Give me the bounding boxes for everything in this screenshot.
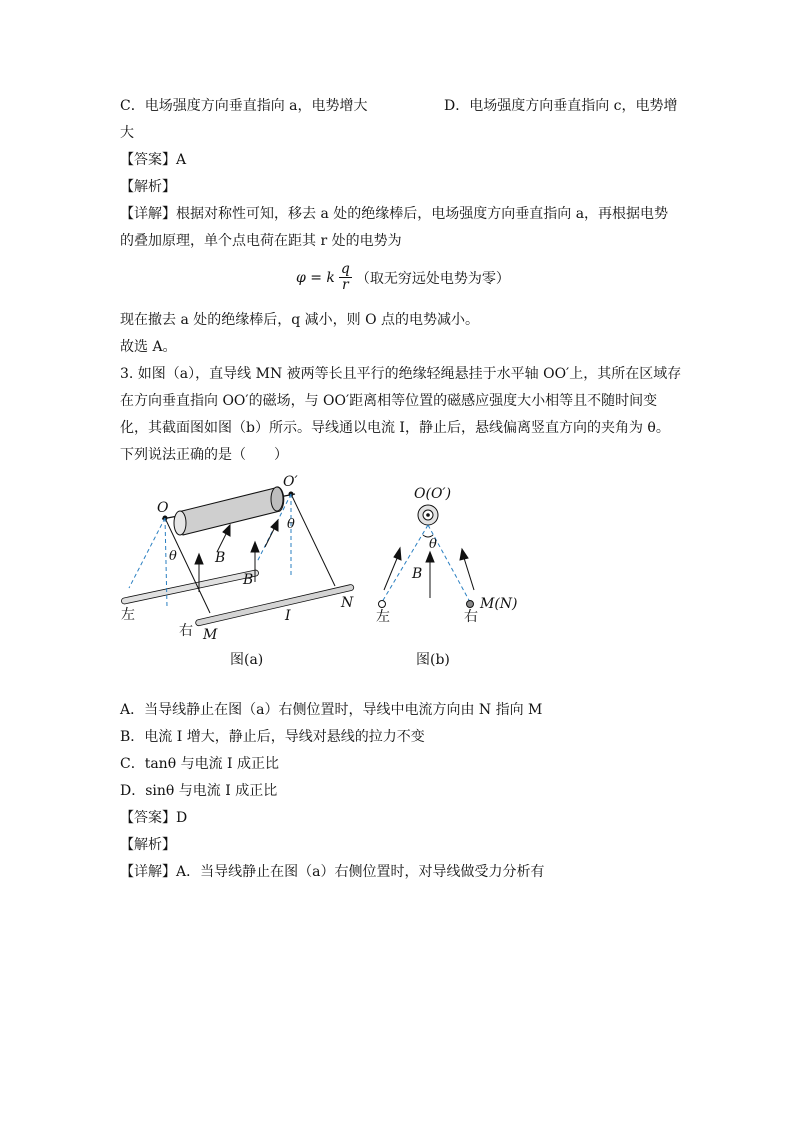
- detail-line-4: 故选 A。: [120, 339, 177, 355]
- question3-line-1: 3. 如图（a），直导线 MN 被两等长且平行的绝缘轻绳悬挂于水平轴 OO′上，其所在区域存: [120, 366, 682, 382]
- analysis-label-1: 【解析】: [120, 179, 176, 195]
- label-left: 左: [121, 607, 135, 623]
- label-theta-b: θ: [429, 537, 437, 552]
- label-B2: B: [243, 572, 254, 588]
- question3-line-4: 下列说法正确的是（ ）: [120, 447, 288, 463]
- detail2-line-1: 【详解】A．当导线静止在图（a）右侧位置时，对导线做受力分析有: [120, 864, 545, 880]
- option-a: A．当导线静止在图（a）右侧位置时，导线中电流方向由 N 指向 M: [120, 702, 543, 718]
- label-O: O: [157, 500, 169, 516]
- formula-fraction: [339, 262, 352, 293]
- question3-line-2: 在方向垂直指向 OO′的磁场，与 OO′距离相等位置的磁感应强度大小相等且不随时间变: [120, 393, 658, 409]
- answer-label-2: 【答案】D: [120, 810, 188, 826]
- label-right: 右: [179, 623, 193, 639]
- option-c: C．tanθ 与电流 I 成正比: [120, 756, 280, 772]
- label-N: N: [341, 595, 354, 611]
- formula-denominator: r: [342, 277, 349, 293]
- question3-line-3: 化，其截面图如图（b）所示。导线通以电流 I，静止后，悬线偏离竖直方向的夹角为 θ。: [120, 420, 670, 436]
- label-I: I: [285, 608, 291, 624]
- option-d-previous-wrap: 大: [120, 125, 134, 141]
- detail-line-3: 现在撤去 a 处的绝缘棒后，q 减小，则 O 点的电势减小。: [120, 312, 480, 328]
- figure-a-caption: 图(a): [230, 652, 264, 668]
- label-B1: B: [215, 550, 226, 566]
- detail-line-2: 的叠加原理，单个点电荷在距其 r 处的电势为: [120, 233, 402, 249]
- figure-a: [115, 472, 365, 672]
- label-theta-left: θ: [169, 549, 177, 564]
- label-B-b: B: [412, 566, 423, 582]
- label-M: M: [203, 627, 218, 643]
- option-b: B．电流 I 增大，静止后，导线对悬线的拉力不变: [120, 729, 425, 745]
- answer-label-1: 【答案】A: [120, 152, 187, 168]
- label-theta-right: θ: [287, 517, 295, 532]
- formula-numerator: q: [340, 261, 350, 277]
- figure-b: [370, 478, 530, 672]
- analysis-label-2: 【解析】: [120, 837, 176, 853]
- figure-b-caption: 图(b): [416, 652, 450, 668]
- label-O-prime: O′: [283, 474, 298, 490]
- formula-lhs: φ = k: [296, 269, 335, 286]
- formula-note: （取无穷远处电势为零）: [355, 270, 510, 287]
- potential-formula: [296, 262, 510, 293]
- option-c-previous: C．电场强度方向垂直指向 a，电势增大: [120, 98, 368, 114]
- label-right-b: 右: [464, 609, 478, 625]
- detail-line-1: 【详解】根据对称性可知，移去 a 处的绝缘棒后，电场强度方向垂直指向 a，再根据电势: [120, 206, 669, 222]
- label-O-O-prime: O(O′): [414, 486, 452, 502]
- label-M-N-b: M(N): [480, 596, 518, 612]
- option-d: D．sinθ 与电流 I 成正比: [120, 783, 278, 799]
- option-d-previous: D．电场强度方向垂直指向 c，电势增: [444, 98, 678, 114]
- label-left-b: 左: [376, 609, 390, 625]
